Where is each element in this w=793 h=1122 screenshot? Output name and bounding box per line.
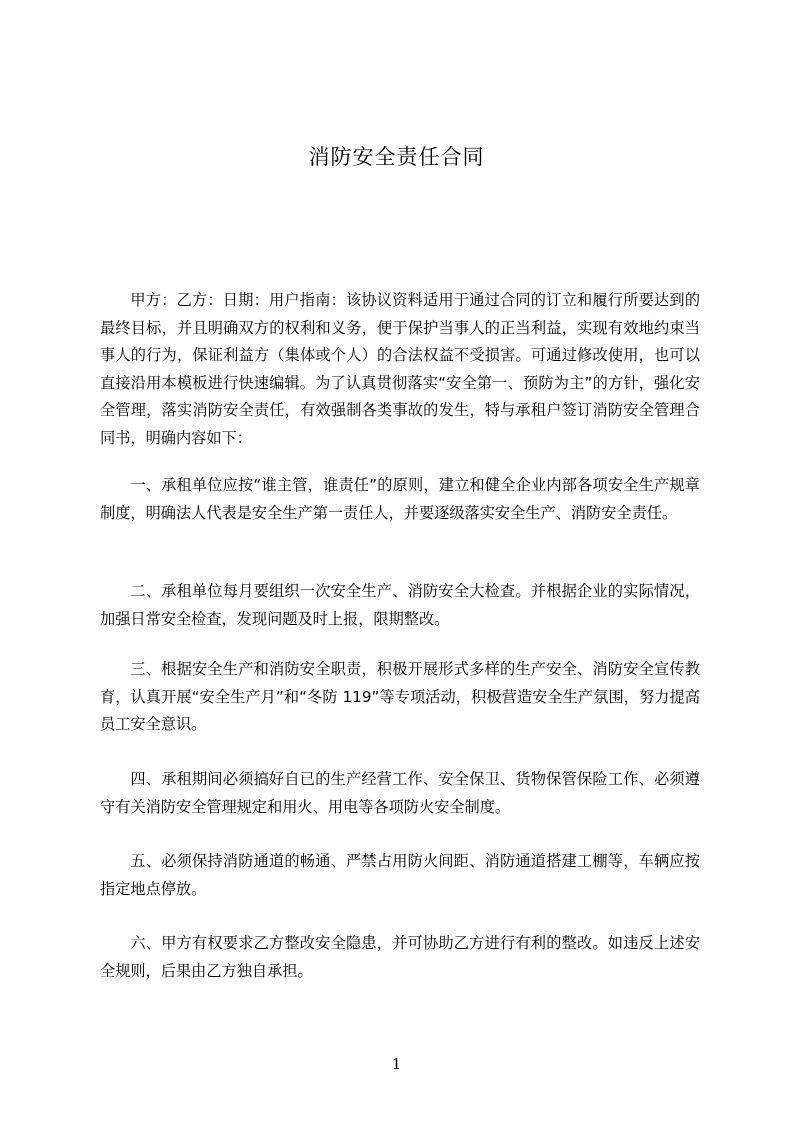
page-number: 1 [391, 1055, 402, 1073]
clause-2-paragraph: 二、承租单位每月要组织一次安全生产、消防安全大检查。并根据企业的实际情况，加强日常安全检查，发现问题及时上报，限期整改。 [100, 582, 700, 628]
clause-3-paragraph: 三、根据安全生产和消防安全职责，积极开展形式多样的生产安全、消防安全宣传教育，认真开展“安全生产月”和“冬防 119”等专项活动，积极营造安全生产氛围，努力提高员工安全意识。 [100, 660, 700, 733]
intro-paragraph: 甲方：乙方：日期：用户指南：该协议资料适用于通过合同的订立和履行所要达到的最终目标，并且明确双方的权利和义务，便于保护当事人的正当利益，实现有效地约束当事人的行为，保证利益方（集体或个人）的合法权益不受损害。可通过修改使用，也可以直接沿用本模板进行快速编辑。为了认真贯彻落实“安全第一、预防为主”的方针，强化安全管理，落实消防安全责任，有效强制各类事故的发生，特与承租户签订消防安全管理合同书，明确内容如下： [100, 291, 700, 447]
clause-5-paragraph: 五、必须保持消防通道的畅通、严禁占用防火间距、消防通道搭建工棚等，车辆应按指定地点停放。 [100, 852, 700, 898]
clause-6-paragraph: 六、甲方有权要求乙方整改安全隐患，并可协助乙方进行有利的整改。如违反上述安全规则，后果由乙方独自承担。 [100, 934, 700, 980]
clause-1-paragraph: 一、承租单位应按“谁主管，谁责任”的原则，建立和健全企业内部各项安全生产规章制度，明确法人代表是安全生产第一责任人，并要逐级落实安全生产、消防安全责任。 [100, 476, 700, 522]
document-title: 消防安全责任合同 [308, 145, 485, 169]
clause-4-paragraph: 四、承租期间必须搞好自已的生产经营工作、安全保卫、货物保管保险工作、必须遵守有关消防安全管理规定和用火、用电等各项防火安全制度。 [100, 770, 700, 816]
